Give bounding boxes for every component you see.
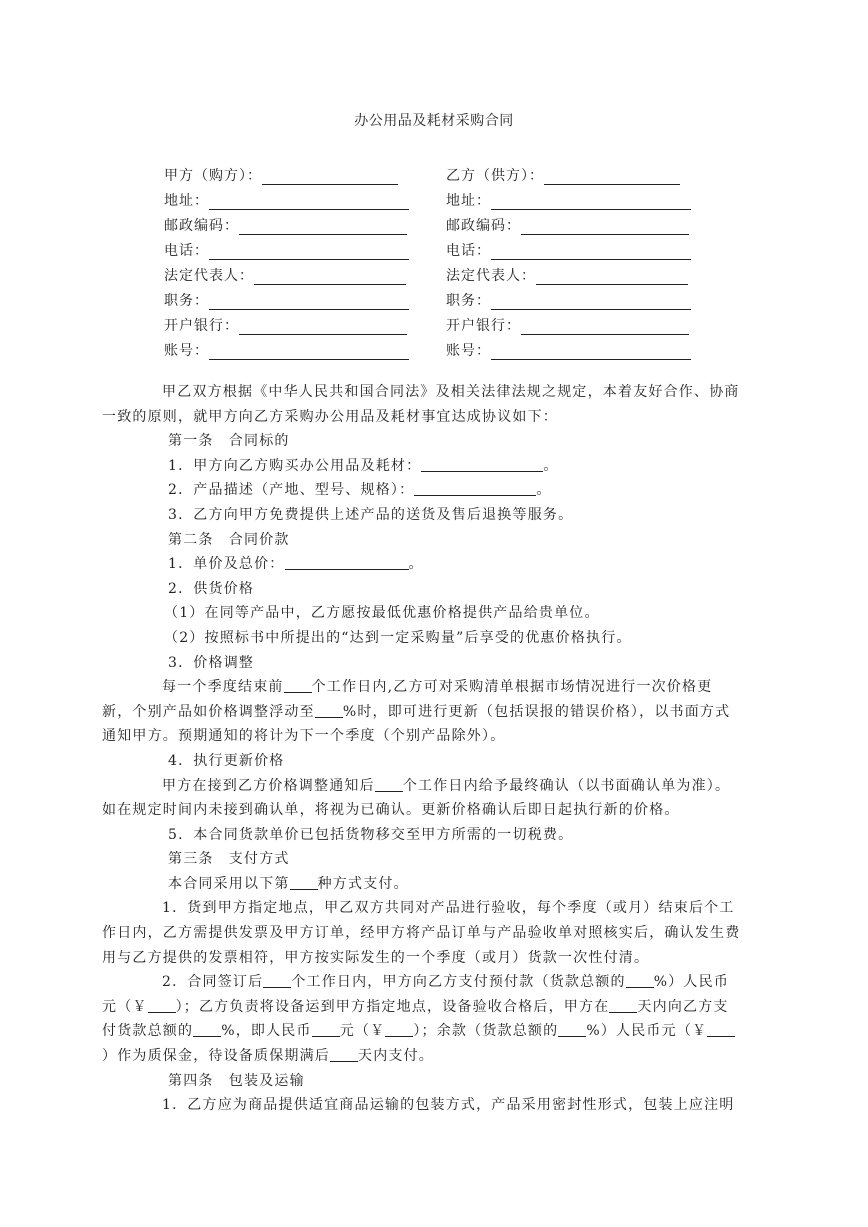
article-1-item-1-text: 1．甲方向乙方购买办公用品及耗材： bbox=[168, 457, 422, 474]
party-b-position-field[interactable] bbox=[491, 293, 691, 310]
description-blank[interactable] bbox=[414, 481, 536, 496]
goods-blank[interactable] bbox=[421, 457, 543, 472]
text-segment: %）人民币元（￥ bbox=[102, 974, 730, 1015]
blank[interactable] bbox=[312, 1022, 340, 1037]
article-4-item-1: 1．乙方应为商品提供适宜商品运输的包装方式，产品采用密封性形式，包装上应注明 bbox=[162, 1097, 735, 1114]
party-a-address-field[interactable] bbox=[209, 193, 409, 210]
blank[interactable] bbox=[558, 1022, 586, 1037]
text-segment: ）；乙方负责将设备运到甲方指定地点，设备验收合格后，甲方在 bbox=[175, 998, 610, 1015]
article-3-item-2 bbox=[102, 970, 742, 1068]
period: 。 bbox=[543, 457, 559, 474]
article-2-heading: 第二条 合同价款 bbox=[168, 531, 290, 548]
text-segment: 个工作日内，甲方向乙方支付预付款（货款总额的 bbox=[291, 974, 626, 991]
party-a-address-label: 地址： bbox=[164, 193, 209, 209]
party-b-position-label: 职务： bbox=[446, 293, 491, 309]
party-a-bank-label: 开户银行： bbox=[164, 318, 239, 334]
article-1-item-3: 3．乙方向甲方免费提供上述产品的送货及售后退换等服务。 bbox=[168, 506, 574, 523]
days-blank[interactable] bbox=[284, 678, 312, 693]
article-2-item-4-text bbox=[102, 774, 742, 823]
blank[interactable] bbox=[707, 1022, 735, 1037]
party-a-position-label: 职务： bbox=[164, 293, 209, 309]
party-b-name-label: 乙方（供方）： bbox=[446, 168, 544, 184]
party-b-phone-label: 电话： bbox=[446, 243, 491, 259]
confirm-days-blank[interactable] bbox=[375, 777, 403, 792]
article-1-item-2-text: 2．产品描述（产地、型号、规格）： bbox=[168, 482, 415, 499]
party-a-name-label: 甲方（购方）： bbox=[164, 168, 262, 184]
article-3-item-1: 1．货到甲方指定地点，甲乙双方共同对产品进行验收，每个季度（或月）结束后个工作日内，乙方需提供发票及甲方订单，经甲方将产品订单与产品验收单对照核实后，确认发生费用与乙方提供的发票相符，甲方按实际发生的一个季度（或月）货款一次性付清。 bbox=[102, 900, 741, 966]
text-segment: 种方式支付。 bbox=[317, 875, 409, 892]
text-segment: 甲方在接到乙方价格调整通知后 bbox=[162, 777, 375, 794]
party-a-rep-field[interactable] bbox=[254, 268, 406, 285]
article-2-item-1-text: 1．单价及总价： bbox=[168, 556, 285, 573]
party-a-block bbox=[164, 160, 409, 360]
article-2-item-3-text bbox=[102, 675, 742, 749]
party-b-phone-field[interactable] bbox=[491, 243, 691, 260]
party-b-rep-field[interactable] bbox=[536, 268, 688, 285]
party-b-postcode-field[interactable] bbox=[521, 218, 689, 235]
party-b-bank-field[interactable] bbox=[521, 318, 689, 335]
party-a-postcode-label: 邮政编码： bbox=[164, 218, 239, 234]
party-a-bank-field[interactable] bbox=[239, 318, 407, 335]
party-b-address-field[interactable] bbox=[491, 193, 691, 210]
text-segment: 本合同采用以下第 bbox=[168, 875, 290, 892]
blank[interactable] bbox=[609, 998, 637, 1013]
text-segment: 每一个季度结束前 bbox=[162, 679, 284, 696]
intro-paragraph: 甲乙双方根据《中华人民共和国合同法》及相关法律法规之规定，本着友好合作、协商一致的原则，就甲方向乙方采购办公用品及耗材事宜达成协议如下： bbox=[102, 384, 740, 425]
price-blank[interactable] bbox=[285, 555, 409, 570]
party-a-account-field[interactable] bbox=[209, 343, 409, 360]
text-segment: 元（￥ bbox=[339, 1023, 386, 1040]
party-b-bank-label: 开户银行： bbox=[446, 318, 521, 334]
article-2-item-2-1: （1）在同等产品中，乙方愿按最低优惠价格提供产品给贵单位。 bbox=[164, 605, 600, 622]
text-segment: ）；余款（货款总额的 bbox=[413, 1023, 559, 1040]
article-3-method bbox=[102, 872, 742, 897]
period: 。 bbox=[408, 556, 424, 573]
article-2-item-3: 3．价格调整 bbox=[168, 654, 255, 671]
article-2-item-5: 5．本合同货款单价已包括货物移交至甲方所需的一切税费。 bbox=[168, 826, 574, 843]
party-a-rep-label: 法定代表人： bbox=[164, 268, 254, 284]
article-2-item-2: 2．供货价格 bbox=[168, 580, 255, 597]
article-2-item-2-2: （2）按照标书中所提出的“达到一定采购量”后享受的优惠价格执行。 bbox=[164, 629, 632, 646]
text-segment: 天内支付。 bbox=[358, 1048, 434, 1065]
text-segment: ）作为质保金，待设备质保期满后 bbox=[102, 1048, 330, 1065]
party-b-rep-label: 法定代表人： bbox=[446, 268, 536, 284]
party-a-phone-field[interactable] bbox=[209, 243, 409, 260]
party-b-account-label: 账号： bbox=[446, 343, 491, 359]
party-a-phone-label: 电话： bbox=[164, 243, 209, 259]
article-3-heading: 第三条 支付方式 bbox=[168, 851, 290, 868]
party-a-postcode-field[interactable] bbox=[239, 218, 407, 235]
article-4-heading: 第四条 包装及运输 bbox=[168, 1072, 305, 1089]
period: 。 bbox=[536, 482, 552, 499]
article-1-item-1 bbox=[102, 454, 742, 479]
blank[interactable] bbox=[385, 1022, 413, 1037]
blank[interactable] bbox=[330, 1047, 358, 1062]
party-b-name-field[interactable] bbox=[544, 168, 680, 185]
article-2-item-1 bbox=[102, 552, 742, 577]
blank[interactable] bbox=[148, 998, 176, 1013]
article-1-heading: 第一条 合同标的 bbox=[168, 433, 290, 450]
blank[interactable] bbox=[193, 1022, 221, 1037]
contract-body bbox=[102, 380, 742, 1118]
party-a-name-field[interactable] bbox=[262, 168, 398, 185]
percent-blank[interactable] bbox=[315, 703, 343, 718]
party-b-postcode-label: 邮政编码： bbox=[446, 218, 521, 234]
blank[interactable] bbox=[626, 973, 654, 988]
text-segment: %）人民币元（￥ bbox=[586, 1023, 708, 1040]
blank[interactable] bbox=[263, 973, 291, 988]
party-b-account-field[interactable] bbox=[491, 343, 691, 360]
party-a-account-label: 账号： bbox=[164, 343, 209, 359]
method-blank[interactable] bbox=[290, 875, 318, 890]
party-b-address-label: 地址： bbox=[446, 193, 491, 209]
text-segment: 2．合同签订后 bbox=[162, 974, 264, 991]
party-a-position-field[interactable] bbox=[209, 293, 409, 310]
article-2-item-4: 4．执行更新价格 bbox=[168, 752, 285, 769]
text-segment: 个工作日内,乙方可对采购清单根据市场情况进行一次价格更新，个别产品如价格调整浮动至 bbox=[102, 679, 713, 720]
page-title: 办公用品及耗材采购合同 bbox=[354, 113, 514, 129]
text-segment: 天内向乙方支付货款总额的 bbox=[102, 998, 729, 1040]
article-1-item-2 bbox=[102, 478, 742, 503]
text-segment: 个工作日内给予最终确认（以书面确认单为准）。如在规定时间内未接到确认单，将视为已确认。更新价格确认后即日起执行新的价格。 bbox=[102, 777, 731, 819]
text-segment: %，即人民币 bbox=[221, 1023, 312, 1040]
text-segment: %时，即可进行更新（包括误报的错误价格），以书面方式通知甲方。预期通知的将计为下一个季度（个别产品除外）。 bbox=[102, 703, 731, 745]
party-b-block bbox=[446, 160, 691, 360]
